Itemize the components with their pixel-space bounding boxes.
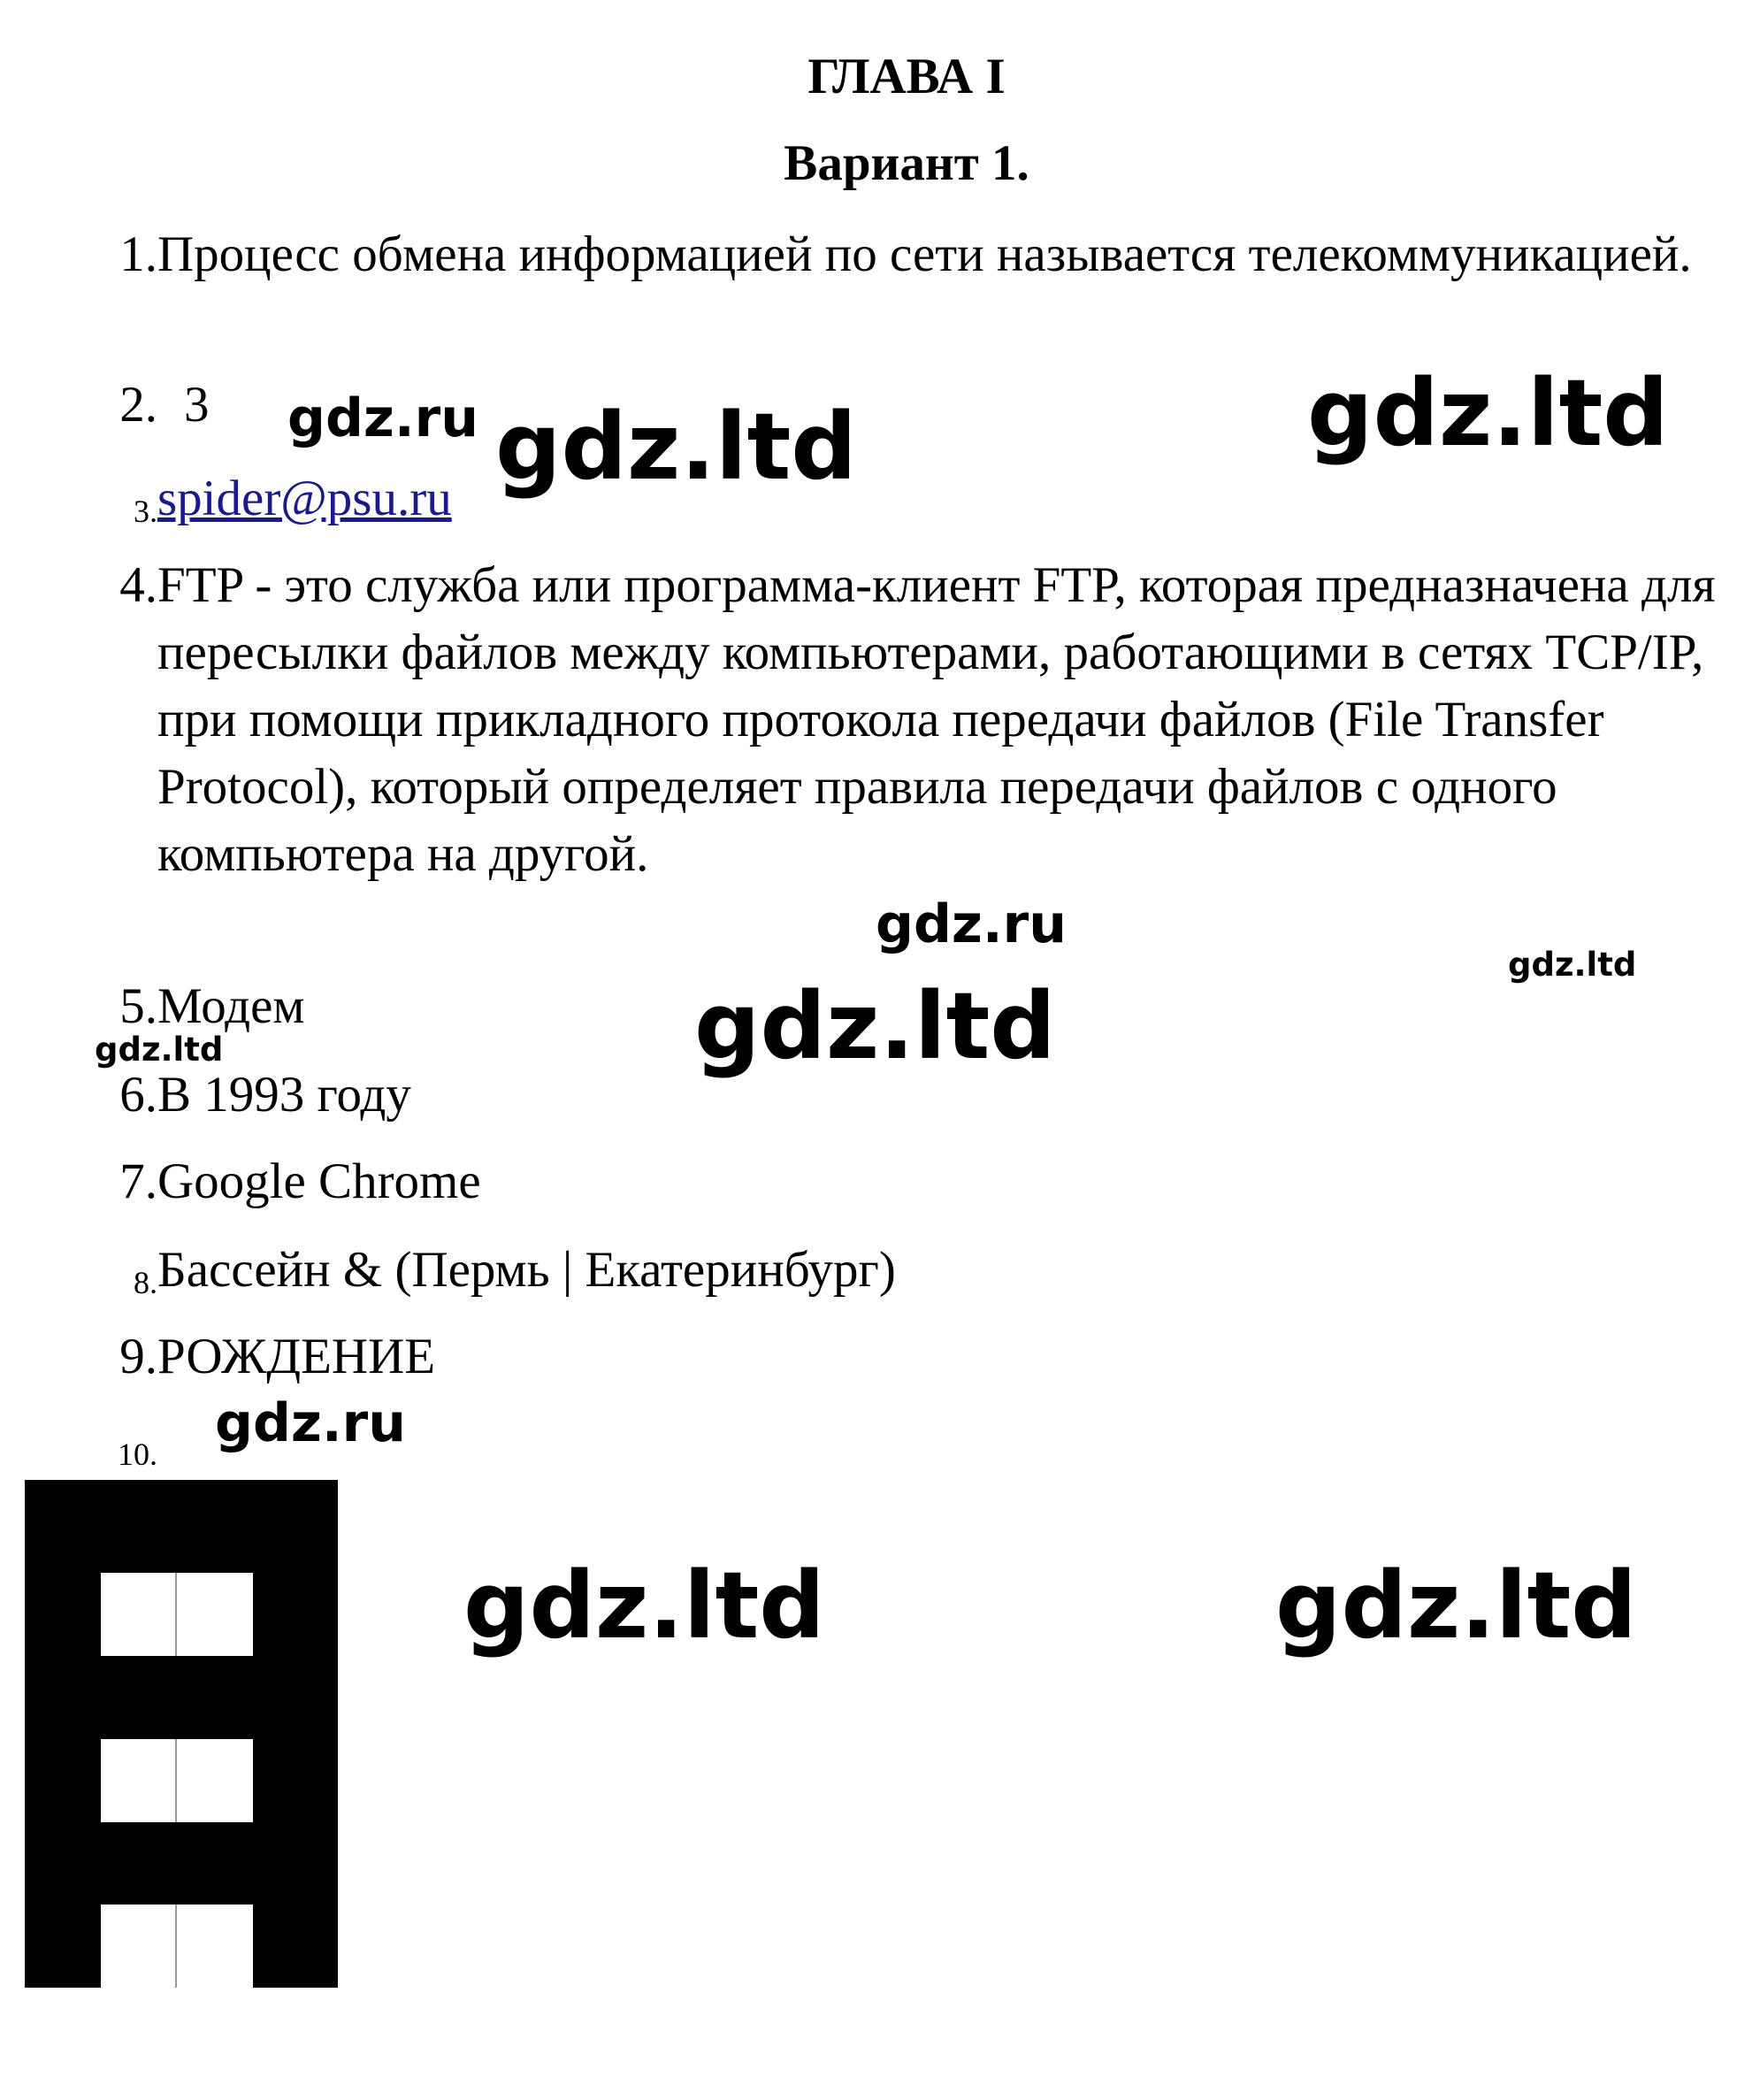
list-item-4 [88, 552, 1716, 888]
window-row-3 [101, 1905, 253, 1988]
item-text: 3 [184, 377, 210, 433]
watermark-gdz-ltd: gdz.ltd [1508, 946, 1637, 984]
building-figure [25, 1480, 338, 1988]
item-text: Бассейн & (Пермь | Екатеринбург) [157, 1242, 896, 1298]
chapter-title: ГЛАВА I [807, 49, 1006, 104]
item-text: Процесс обмена информацией по сети называется телекоммуникацией. [157, 226, 1692, 282]
window-row-1 [101, 1573, 253, 1656]
watermark-gdz-ru: gdz.ru [876, 893, 1067, 955]
watermark-gdz-ltd: gdz.ltd [694, 972, 1056, 1080]
item-text: FTP - это служба или программа-клиент FTP, которая предназначена для пересылки файлов между компьютерами, работающими в сетях TCP/IP, при помощи прикладного протокола передачи файлов (File Transfer Protocol), который определяет правила передачи файлов с одного компьютера на другой. [157, 557, 1716, 882]
list-item-8 [88, 1237, 1716, 1304]
list-item-3 [88, 465, 1716, 533]
window-row-2 [101, 1739, 253, 1822]
watermark-gdz-ltd: gdz.ltd [1275, 1552, 1637, 1659]
item-number: 4. [119, 557, 157, 613]
item-number: 3. [134, 494, 157, 529]
item-number: 7. [119, 1153, 157, 1209]
item-number: 2. [119, 377, 157, 433]
watermark-gdz-ltd: gdz.ltd [95, 1031, 224, 1069]
list-item-7 [88, 1148, 1716, 1215]
list-item-1 [88, 221, 1716, 288]
item-number: 1. [119, 226, 157, 282]
variant-title: Вариант 1. [784, 135, 1029, 191]
item-text: РОЖДЕНИЕ [157, 1329, 436, 1384]
list-item-9 [88, 1323, 1716, 1391]
item-text: Модем [157, 978, 305, 1034]
item-number: 10. [118, 1437, 157, 1472]
watermark-gdz-ltd: gdz.ltd [463, 1552, 825, 1659]
watermark-gdz-ltd: gdz.ltd [495, 393, 857, 501]
item-number: 5. [119, 978, 157, 1034]
item-text: Google Chrome [157, 1153, 481, 1209]
item-number: 6. [119, 1067, 157, 1123]
item-number: 8. [134, 1265, 157, 1300]
item-text: В 1993 году [157, 1067, 411, 1123]
watermark-gdz-ru: gdz.ru [287, 387, 478, 449]
watermark-gdz-ru: gdz.ru [215, 1392, 406, 1454]
watermark-gdz-ltd: gdz.ltd [1307, 359, 1669, 467]
item-number: 9. [119, 1329, 157, 1384]
email-link[interactable]: spider@psu.ru [157, 471, 452, 526]
